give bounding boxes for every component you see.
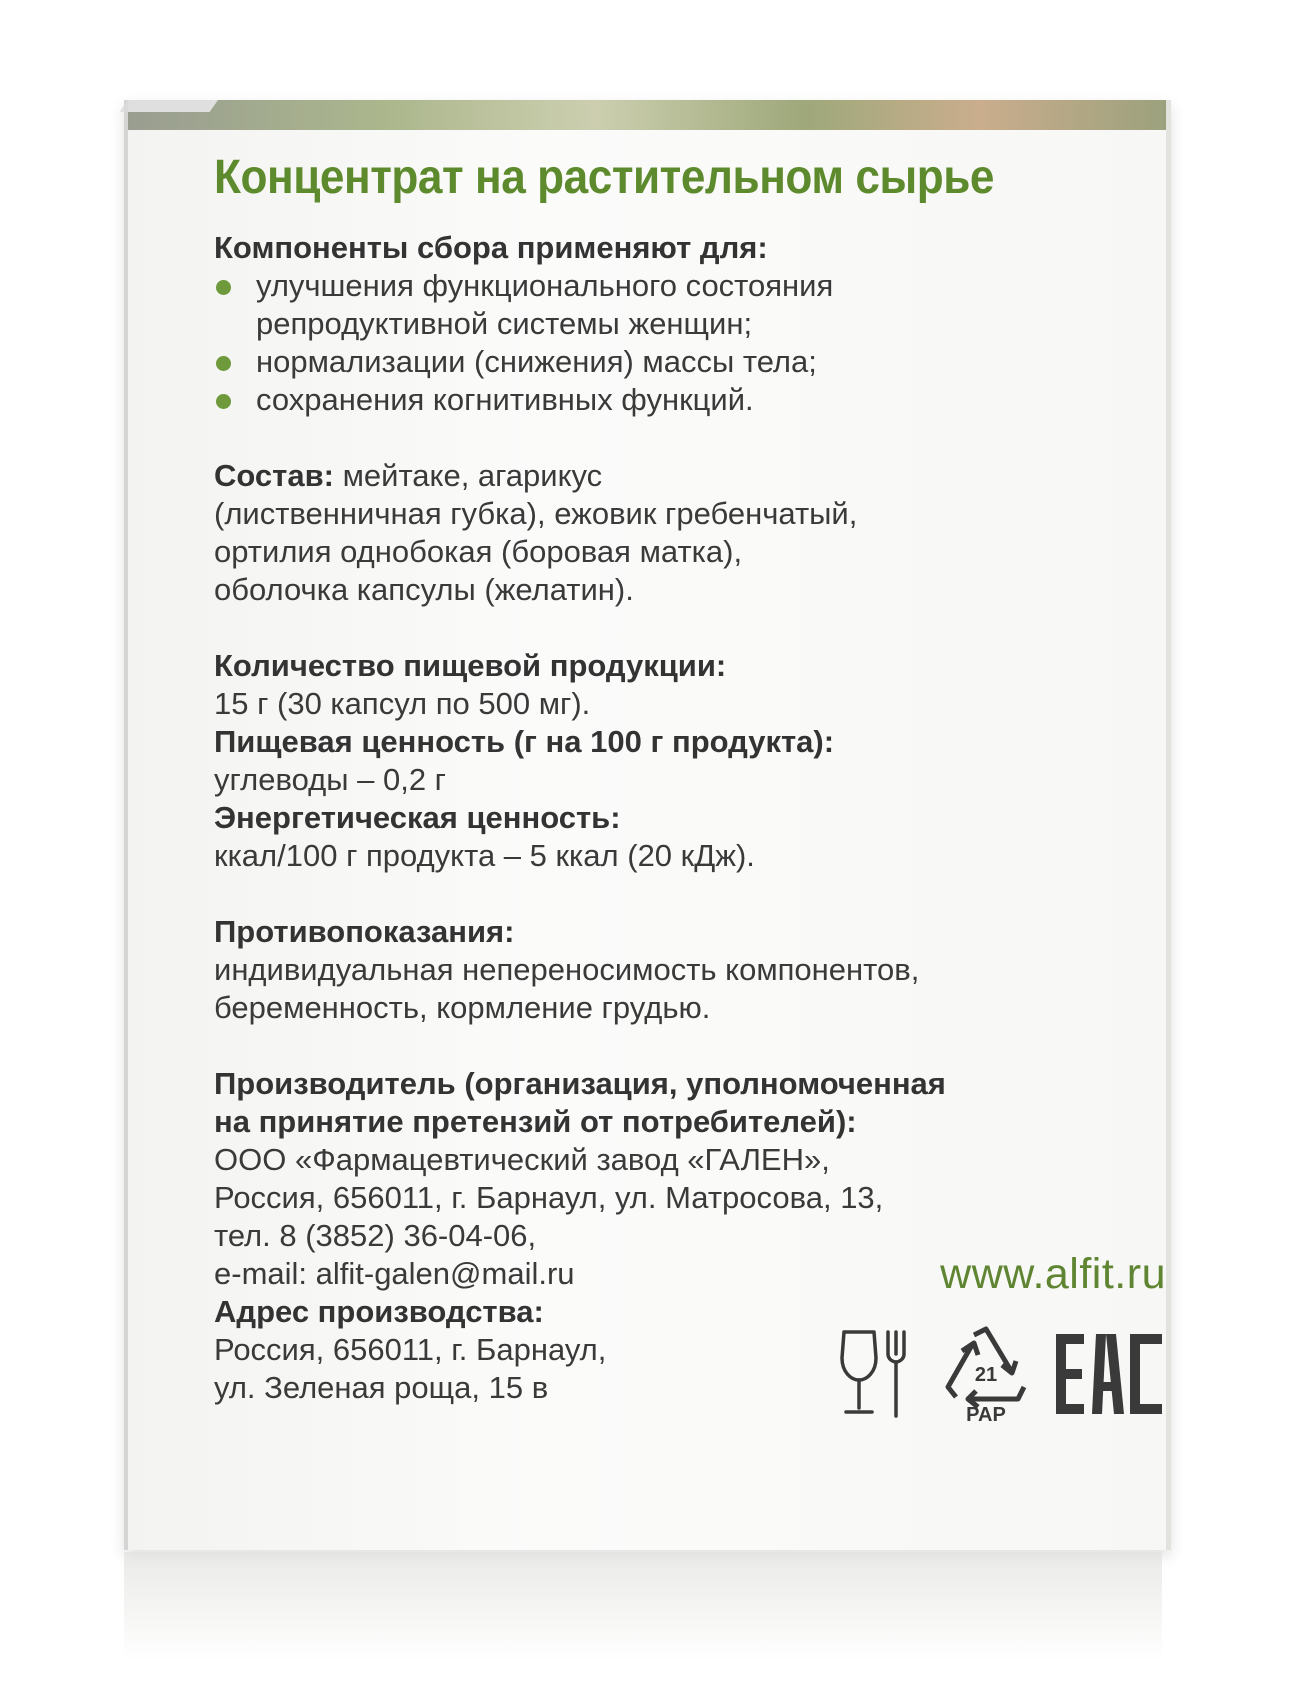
- food-contact-icon: [840, 1328, 918, 1425]
- energy-label: Энергетическая ценность:: [214, 800, 621, 835]
- recycling-pap-icon: [940, 1325, 1032, 1428]
- bullet-dot-icon: [216, 394, 231, 409]
- certification-icons: [840, 1325, 1166, 1428]
- package-back-panel: [124, 100, 1171, 1550]
- label-content: [214, 150, 1154, 1407]
- manufacturer-phone: тел. 8 (3852) 36-04-06,: [214, 1218, 537, 1253]
- production-line-1: Россия, 656011, г. Барнаул,: [214, 1332, 607, 1367]
- contraindications-line-2: беременность, кормление грудью.: [214, 990, 711, 1025]
- quantity-label: Количество пищевой продукции:: [214, 648, 727, 683]
- shadow-reflection: [124, 1552, 1162, 1662]
- energy-value: ккал/100 г продукта – 5 ккал (20 кДж).: [214, 838, 755, 873]
- manufacturer-email: e-mail: alfit-galen@mail.ru: [214, 1256, 575, 1291]
- quantity-value: 15 г (30 капсул по 500 мг).: [214, 686, 591, 721]
- composition-line-1: [214, 457, 1154, 495]
- manufacturer-line-2: Россия, 656011, г. Барнаул, ул. Матросова, 13,: [214, 1180, 884, 1215]
- uses-list: [214, 267, 1154, 419]
- manufacturer-label-1: Производитель (организация, уполномоченная: [214, 1066, 946, 1101]
- manufacturer-line-1: ООО «Фармацевтический завод «ГАЛЕН»,: [214, 1142, 830, 1177]
- uses-item: [214, 267, 1154, 343]
- recycling-material: PAP: [966, 1404, 1006, 1423]
- production-line-2: ул. Зеленая роща, 15 в: [214, 1370, 549, 1405]
- uses-item-text: репродуктивной системы женщин;: [256, 306, 753, 341]
- nutrition-value: углеводы – 0,2 г: [214, 762, 446, 797]
- headline: Концентрат на растительном сырье: [214, 151, 995, 204]
- package-top-image-strip: [128, 100, 1166, 130]
- recycling-code: 21: [974, 1364, 998, 1386]
- nutrition-label: Пищевая ценность (г на 100 г продукта):: [214, 724, 835, 759]
- bullet-dot-icon: [216, 356, 231, 371]
- composition-label: Состав:: [214, 458, 334, 493]
- manufacturer-label-2: на принятие претензий от потребителей):: [214, 1104, 857, 1139]
- uses-item-text: нормализации (снижения) массы тела;: [256, 344, 817, 379]
- uses-item-text: сохранения когнитивных функций.: [256, 382, 754, 417]
- composition-line-2: (лиственничная губка), ежовик гребенчатый,: [214, 496, 858, 531]
- uses-heading: Компоненты сбора применяют для:: [214, 230, 768, 265]
- uses-item: [214, 381, 1154, 419]
- website-url: www.alfit.ru: [940, 1250, 1166, 1298]
- composition-line-3: ортилия однобокая (боровая матка),: [214, 534, 743, 569]
- composition-text: мейтаке, агарикус: [333, 458, 603, 493]
- uses-item: [214, 343, 1154, 381]
- eac-mark-icon: [1054, 1330, 1166, 1423]
- bullet-dot-icon: [216, 280, 231, 295]
- production-label: Адрес производства:: [214, 1294, 544, 1329]
- contraindications-line-1: индивидуальная непереносимость компонентов,: [214, 952, 920, 987]
- contraindications-label: Противопоказания:: [214, 914, 515, 949]
- uses-item-text: улучшения функционального состояния: [256, 268, 834, 303]
- composition-line-4: оболочка капсулы (желатин).: [214, 572, 634, 607]
